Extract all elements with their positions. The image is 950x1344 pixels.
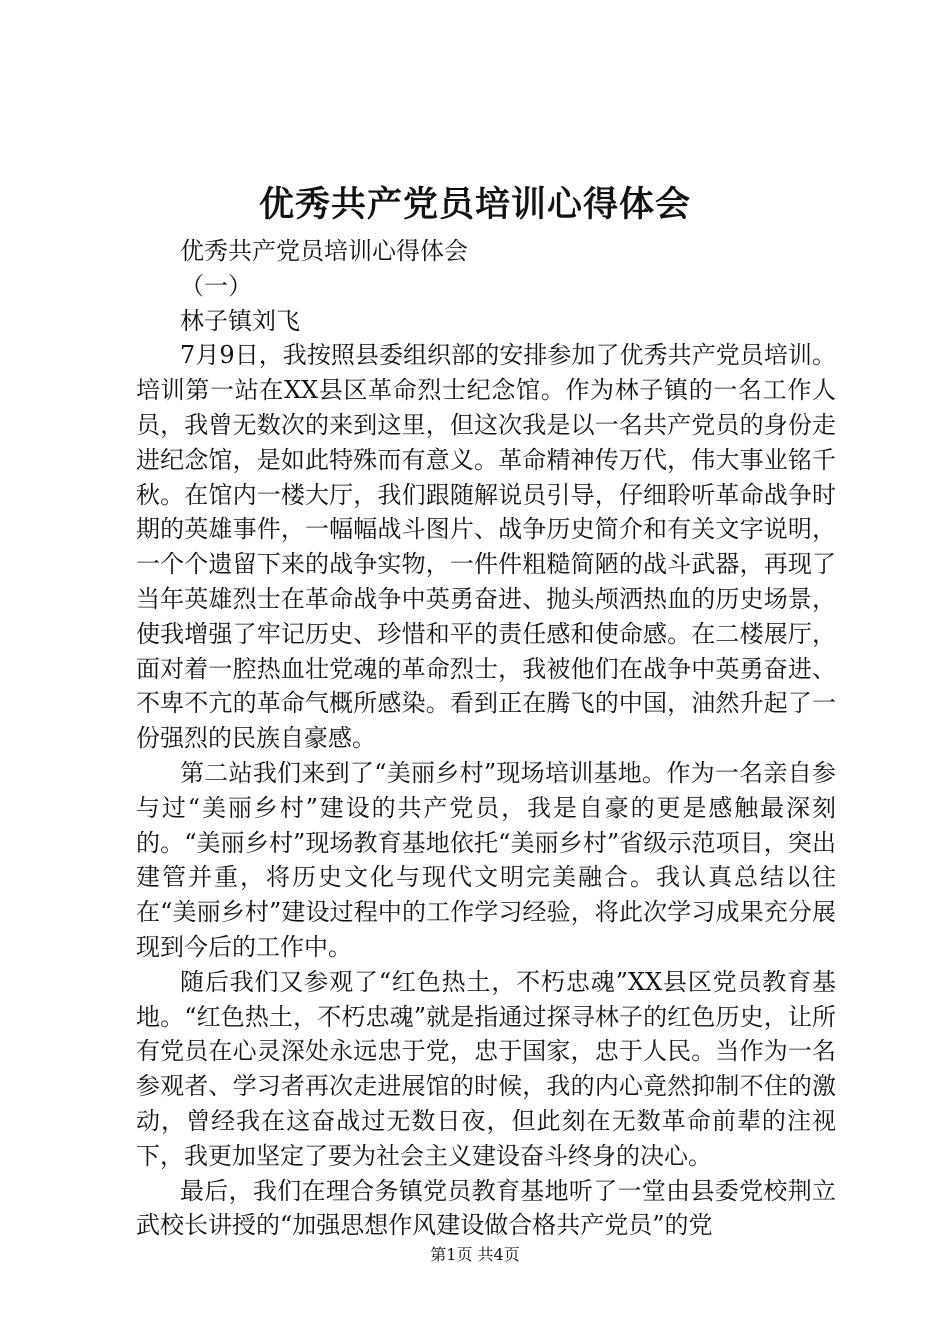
paragraph-4: 最后，我们在理合务镇党员教育基地听了一堂由县委党校荆立武校长讲授的“加强思想作风建设做合格共产党员”的党	[136, 1176, 836, 1240]
document-title: 优秀共产党员培训心得体会	[258, 185, 691, 225]
author-line: 林子镇刘飞	[180, 306, 300, 335]
paragraph-2: 第二站我们来到了“美丽乡村”现场培训基地。作为一名亲自参与过“美丽乡村”建设的共产党员，我是自豪的更是感触最深刻的。“美丽乡村”现场教育基地依托“美丽乡村”省级示范项目，突出建管并重，将历史文化与现代文明完美融合。我认真总结以往在“美丽乡村”建设过程中的工作学习经验，将此次学习成果充分展现到今后的工作中。	[136, 758, 836, 961]
document-subtitle: 优秀共产党员培训心得体会	[180, 237, 468, 265]
paragraph-1: 7月9日，我按照县委组织部的安排参加了优秀共产党员培训。培训第一站在XX县区革命烈士纪念馆。作为林子镇的一名工作人员，我曾无数次的来到这里，但这次我是以一名共产党员的身份走进纪念馆，是如此特殊而有意义。革命精神传万代，伟大事业铭千秋。在馆内一楼大厅，我们跟随解说员引导，仔细聆听革命战争时期的英雄事件，一幅幅战斗图片、战争历史简介和有关文字说明，一个个遗留下来的战争实物，一件件粗糙简陋的战斗武器，再现了当年英雄烈士在革命战争中英勇奋进、抛头颅洒热血的历史场景，使我增强了牢记历史、珍惜和平的责任感和使命感。在二楼展厅，面对着一腔热血壮党魂的革命烈士，我被他们在战争中英勇奋进、不卑不亢的革命气概所感染。看到正在腾飞的中国，油然升起了一份强烈的民族自豪感。	[136, 341, 836, 753]
document-body	[136, 234, 836, 1243]
page-number: 第1页 共4页	[430, 1245, 520, 1264]
paragraph-3: 随后我们又参观了“红色热土，不朽忠魂”XX县区党员教育基地。“红色热土，不朽忠魂”就是指通过探寻林子的红色历史，让所有党员在心灵深处永远忠于党，忠于国家，忠于人民。当作为一名参观者、学习者再次走进展馆的时候，我的内心竟然抑制不住的激动，曾经我在这奋战过无数日夜，但此刻在无数革命前辈的注视下，我更加坚定了要为社会主义建设奋斗终身的决心。	[136, 967, 836, 1170]
section-number: （一）	[180, 271, 252, 300]
page-footer	[0, 1244, 950, 1266]
